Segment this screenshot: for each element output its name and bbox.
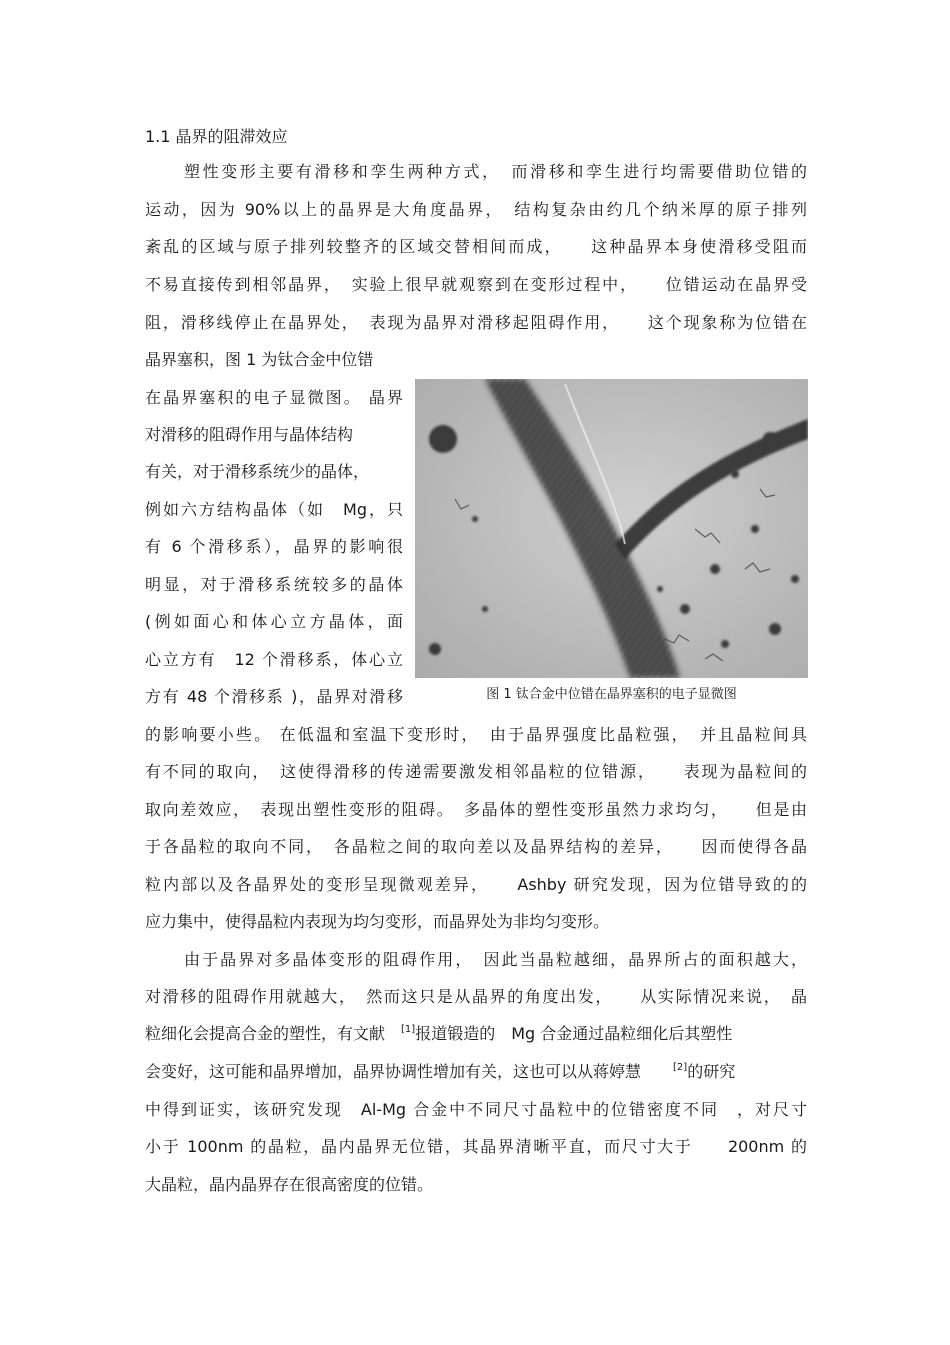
paragraph-line: 有关，对于滑移系统少的晶体， bbox=[145, 462, 370, 481]
paragraph-line: 明显，对于滑移系统较多的晶体 bbox=[145, 575, 403, 594]
text-segment: 报道锻造的 Mg 合金通过晶粒细化后其塑性 bbox=[415, 1024, 733, 1043]
text-segment: 粒细化会提高合金的塑性，有文献 bbox=[145, 1024, 402, 1043]
paragraph-line bbox=[145, 1062, 807, 1082]
paragraph-line: (例如面心和体心立方晶体，面 bbox=[145, 612, 403, 631]
paragraph-line: 粒内部以及各晶界处的变形呈现微观差异， Ashby 研究发现，因为位错导致的的 bbox=[145, 875, 807, 894]
figure-caption: 图 1 钛合金中位错在晶界塞积的电子显微图 bbox=[486, 687, 737, 702]
paragraph-line: 小于 100nm 的晶粒，晶内晶界无位错，其晶界清晰平直，而尺寸大于 200nm 的 bbox=[145, 1137, 807, 1156]
paragraph-line: 对滑移的阻碍作用就越大， 然而这只是从晶界的角度出发， 从实际情况来说， 晶 bbox=[145, 987, 807, 1006]
paragraph-line: 塑性变形主要有滑移和孪生两种方式， 而滑移和孪生进行均需要借助位错的 bbox=[184, 162, 807, 181]
paragraph-line: 取向差效应， 表现出塑性变形的阻碍。 多晶体的塑性变形虽然力求均匀， 但是由 bbox=[145, 800, 807, 819]
paragraph-line: 紊乱的区域与原子排列较整齐的区域交替相间而成， 这种晶界本身使滑移受阻而 bbox=[145, 237, 807, 256]
paragraph-line bbox=[145, 1024, 807, 1044]
citation-ref[interactable]: [1] bbox=[401, 1024, 416, 1035]
paragraph-line: 方有 48 个滑移系 )，晶界对滑移 bbox=[145, 687, 403, 706]
paragraph-line: 有 6 个滑移系），晶界的影响很 bbox=[145, 537, 403, 556]
paragraph-line: 阻，滑移线停止在晶界处， 表现为晶界对滑移起阻碍作用， 这个现象称为位错在 bbox=[145, 313, 807, 332]
paragraph-line: 应力集中，使得晶粒内表现为均匀变形，而晶界处为非均匀变形。 bbox=[145, 912, 610, 931]
paragraph-line: 对滑移的阻碍作用与晶体结构 bbox=[145, 425, 354, 444]
citation-ref[interactable]: [2] bbox=[673, 1062, 688, 1073]
paragraph-line: 例如六方结构晶体（如 Mg，只 bbox=[145, 500, 403, 519]
paragraph-line: 运动，因为 90%以上的晶界是大角度晶界， 结构复杂由约几个纳米厚的原子排列 bbox=[145, 200, 807, 219]
paragraph-line: 于各晶粒的取向不同， 各晶粒之间的取向差以及晶界结构的差异， 因而使得各晶 bbox=[145, 837, 807, 856]
section-heading: 1.1 晶界的阻滞效应 bbox=[145, 127, 288, 146]
paragraph-line: 有不同的取向， 这使得滑移的传递需要激发相邻晶粒的位错源， 表现为晶粒间的 bbox=[145, 762, 807, 781]
paragraph-line: 心立方有 12 个滑移系，体心立 bbox=[145, 650, 403, 669]
paragraph-line: 在晶界塞积的电子显微图。 晶界 bbox=[145, 388, 403, 407]
micrograph-image bbox=[415, 379, 808, 678]
text-segment: 的研究 bbox=[687, 1062, 736, 1081]
text-segment: 会变好，这可能和晶界增加，晶界协调性增加有关，这也可以从蒋婷慧 bbox=[145, 1062, 674, 1081]
paragraph-line: 晶界塞积，图 1 为钛合金中位错 bbox=[145, 350, 374, 369]
paragraph-line: 中得到证实，该研究发现 Al-Mg 合金中不同尺寸晶粒中的位错密度不同 ，对尺寸 bbox=[145, 1100, 807, 1119]
micrograph-figure bbox=[415, 379, 808, 678]
paragraph-line: 的影响要小些。 在低温和室温下变形时， 由于晶界强度比晶粒强， 并且晶粒间具 bbox=[145, 725, 807, 744]
paragraph-line: 大晶粒，晶内晶界存在很高密度的位错。 bbox=[145, 1175, 434, 1194]
paragraph-line: 由于晶界对多晶体变形的阻碍作用， 因此当晶粒越细，晶界所占的面积越大， bbox=[184, 950, 807, 969]
paragraph-line: 不易直接传到相邻晶界， 实验上很早就观察到在变形过程中， 位错运动在晶界受 bbox=[145, 275, 807, 294]
